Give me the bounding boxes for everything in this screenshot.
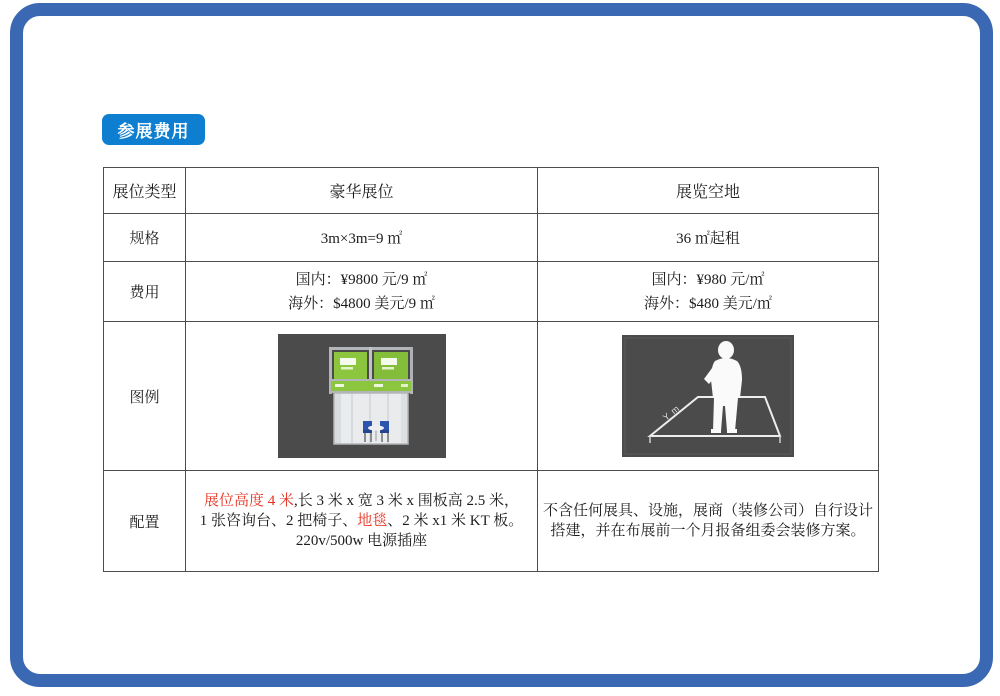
column-header-exhibition-space: 展览空地	[538, 168, 879, 214]
config-deluxe-line2	[186, 511, 537, 531]
row-header-illustration: 图例	[104, 322, 186, 471]
row-header-config: 配置	[104, 471, 186, 572]
section-title: 参展费用	[117, 122, 190, 141]
config-line2-rest: 、2 米 x1 米 KT 板。	[387, 513, 524, 529]
illustration-deluxe-cell	[186, 322, 538, 471]
fee-space-cell	[538, 262, 879, 322]
column-header-deluxe-booth: 豪华展位	[186, 168, 538, 214]
exhibition-space-image	[622, 335, 794, 457]
y-axis-label: Y m	[660, 402, 682, 423]
deluxe-booth-image	[278, 334, 446, 458]
config-deluxe-line1	[186, 491, 537, 511]
fee-space-domestic: 国内：¥980 元/㎡	[651, 271, 765, 288]
fee-deluxe-cell	[186, 262, 538, 322]
config-deluxe-line3: 220v/500w 电源插座	[295, 533, 428, 549]
fees-table	[103, 167, 879, 572]
table-row-config	[104, 471, 879, 572]
config-line1-text: ,长 3 米 x 宽 3 米 x 围板高 2.5 米，	[294, 493, 520, 509]
section-title-badge	[102, 114, 205, 145]
fee-deluxe-domestic: 国内：¥9800 元/9 ㎡	[295, 271, 428, 288]
table-row-spec	[104, 214, 879, 262]
table-row-illustration	[104, 322, 879, 471]
deluxe-booth-illustration	[186, 334, 537, 458]
row-header-booth-type: 展位类型	[104, 168, 186, 214]
row-header-spec: 规格	[104, 214, 186, 262]
exhibition-space-illustration	[538, 335, 878, 457]
table-row-fee	[104, 262, 879, 322]
config-deluxe-cell	[186, 471, 538, 572]
spec-space-cell: 36 ㎡起租	[538, 214, 879, 262]
fee-deluxe-overseas: 海外：$4800 美元/9 ㎡	[288, 295, 435, 312]
table-row-booth-type	[104, 168, 879, 214]
config-space-cell: 不含任何展具、设施，展商（装修公司）自行设计搭建，并在布展前一个月报备组委会装修方案。	[538, 471, 879, 572]
fee-space-overseas: 海外：$480 美元/㎡	[644, 295, 772, 312]
row-header-fee: 费用	[104, 262, 186, 322]
spec-deluxe-cell: 3m×3m=9 ㎡	[186, 214, 538, 262]
config-highlight-height: 展位高度 4 米	[203, 493, 294, 509]
config-highlight-carpet: 地毯	[357, 513, 388, 529]
config-line2-text: 1 张咨询台、2 把椅子、	[199, 513, 358, 529]
illustration-space-cell	[538, 322, 879, 471]
